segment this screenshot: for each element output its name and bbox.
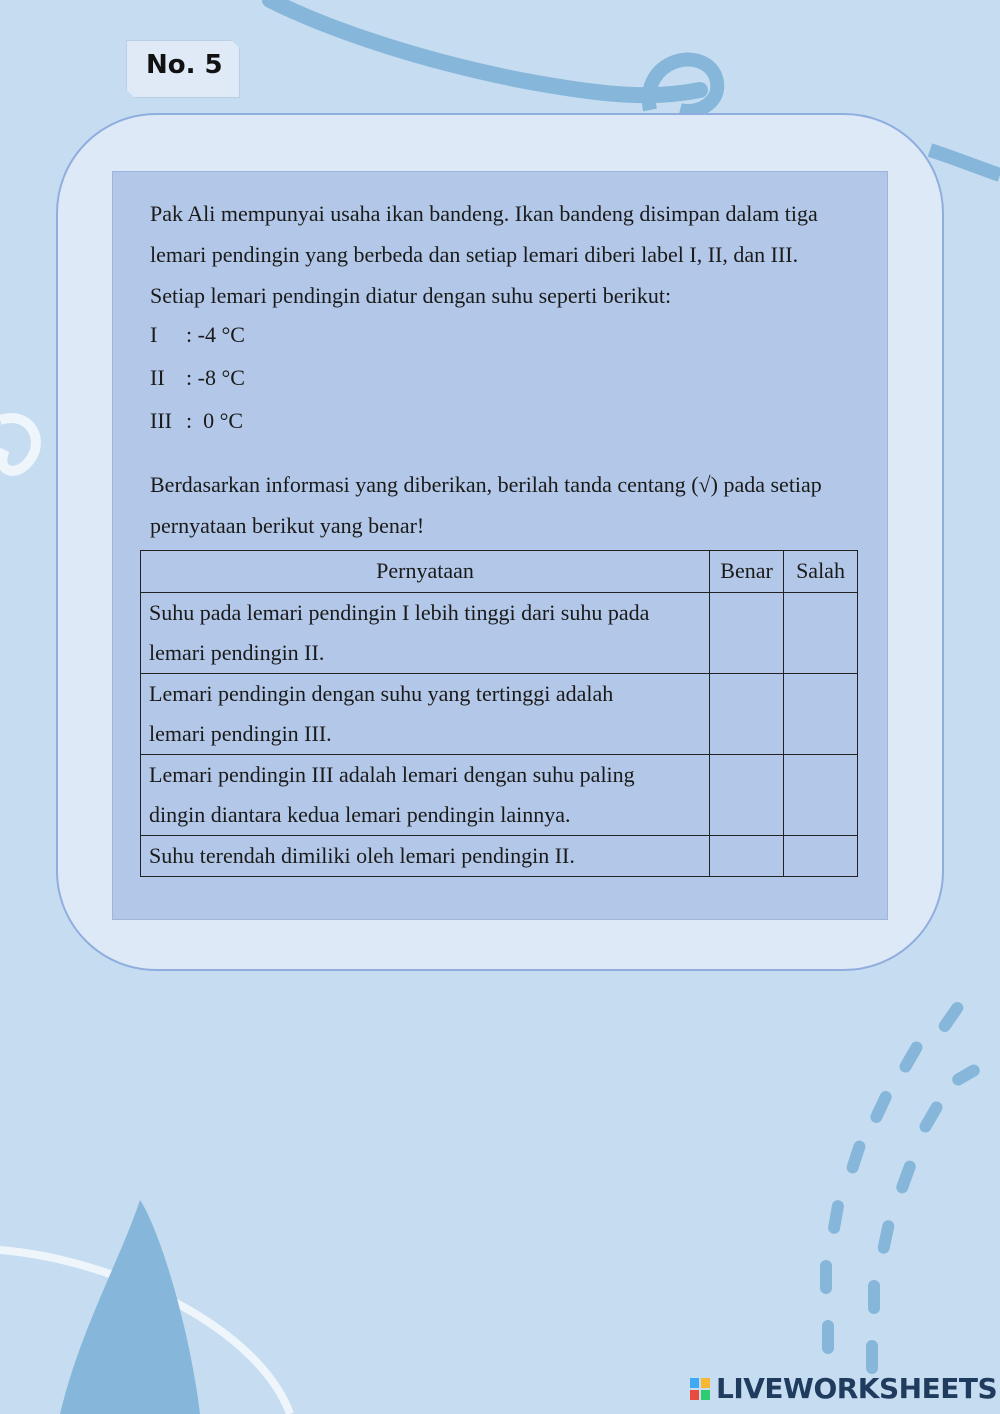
fridge-label: I (150, 322, 158, 347)
story-line: Setiap lemari pendingin diatur dengan suhu seperti berikut: (150, 283, 672, 308)
statement-cell (141, 755, 710, 836)
story-text (150, 193, 872, 316)
header-true: Benar (710, 551, 784, 593)
header-statement: Pernyataan (141, 551, 710, 593)
salah-checkbox-cell[interactable] (784, 674, 858, 755)
statement-cell (141, 836, 710, 877)
temperature-item (150, 408, 243, 434)
table-row (141, 674, 858, 755)
fridge-temperature: : -8 °C (186, 365, 245, 390)
fridge-label: II (150, 365, 165, 390)
statement-cell (141, 593, 710, 674)
statement-line: lemari pendingin II. (149, 640, 325, 665)
benar-checkbox-cell[interactable] (710, 836, 784, 877)
table-row (141, 836, 858, 877)
table-row (141, 755, 858, 836)
statement-cell (141, 674, 710, 755)
statement-line: Suhu terendah dimiliki oleh lemari pendingin II. (149, 843, 575, 868)
statement-table (140, 550, 858, 877)
question-number: No. 5 (146, 50, 223, 80)
instruction-text (150, 464, 872, 546)
fridge-temperature: : -4 °C (186, 322, 245, 347)
liveworksheets-brand: LIVEWORKSHEETS (716, 1372, 998, 1405)
statement-line: Lemari pendingin III adalah lemari dengan suhu paling (149, 762, 635, 787)
salah-checkbox-cell[interactable] (784, 836, 858, 877)
benar-checkbox-cell[interactable] (710, 593, 784, 674)
instruction-line: pernyataan berikut yang benar! (150, 513, 425, 538)
story-line: Pak Ali mempunyai usaha ikan bandeng. Ikan bandeng disimpan dalam tiga (150, 201, 818, 226)
salah-checkbox-cell[interactable] (784, 755, 858, 836)
temperature-item (150, 322, 245, 348)
temperature-item (150, 365, 245, 391)
instruction-line: Berdasarkan informasi yang diberikan, berilah tanda centang (√) pada setiap (150, 472, 822, 497)
statement-line: Lemari pendingin dengan suhu yang tertinggi adalah (149, 681, 614, 706)
table-row (141, 593, 858, 674)
benar-checkbox-cell[interactable] (710, 674, 784, 755)
table-header-row (141, 551, 858, 593)
fridge-temperature: : 0 °C (186, 408, 244, 433)
liveworksheets-logo-icon (690, 1378, 710, 1400)
header-false: Salah (784, 551, 858, 593)
statement-line: Suhu pada lemari pendingin I lebih tinggi dari suhu pada (149, 600, 650, 625)
statement-line: lemari pendingin III. (149, 721, 332, 746)
benar-checkbox-cell[interactable] (710, 755, 784, 836)
story-line: lemari pendingin yang berbeda dan setiap lemari diberi label I, II, dan III. (150, 242, 799, 267)
fridge-label: III (150, 408, 172, 433)
salah-checkbox-cell[interactable] (784, 593, 858, 674)
statement-line: dingin diantara kedua lemari pendingin lainnya. (149, 802, 571, 827)
